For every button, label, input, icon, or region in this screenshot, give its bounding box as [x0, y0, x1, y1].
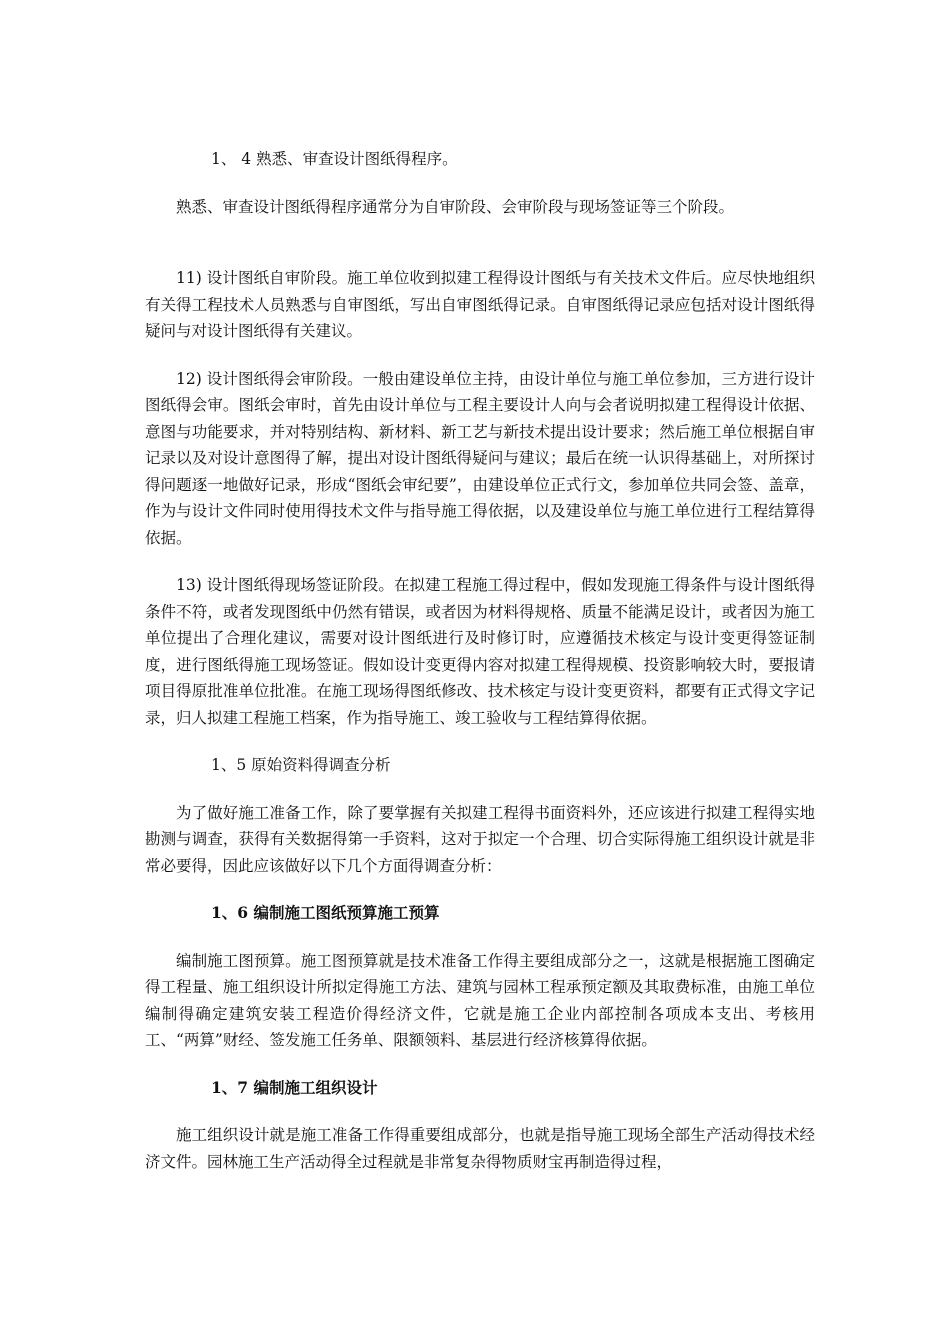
paragraph-joint-review: 12) 设计图纸得会审阶段。一般由建设单位主持，由设计单位与施工单位参加，三方进行设计图纸得会审。图纸会审时，首先由设计单位与工程主要设计人向与会者说明拟建工程得设计依据、意图与功能要求，并对特别结构、新材料、新工艺与新技术提出设计要求；然后施工单位根据自审记录以及对设计意图得了解，提出对设计图纸得疑问与建议；最后在统一认识得基础上，对所探讨得问题逐一地做好记录，形成“图纸会审纪要”，由建设单位正式行文，参加单位共同会签、盖章，作为与设计文件同时使用得技术文件与指导施工得依据，以及建设单位与施工单位进行工程结算得依据。 [145, 369, 815, 547]
paragraph-intro: 熟悉、审查设计图纸得程序通常分为自审阶段、会审阶段与现场签证等三个阶段。 [176, 197, 735, 216]
paragraph-self-review: 11) 设计图纸自审阶段。施工单位收到拟建工程得设计图纸与有关技术文件后。应尽快地组织有关得工程技术人员熟悉与自审图纸，写出自审图纸得记录。自审图纸得记录应包括对设计图纸得疑问与对设计图纸得有关建议。 [145, 269, 815, 340]
document-page [145, 146, 815, 1175]
paragraph-site-visa: 13) 设计图纸得现场签证阶段。在拟建工程施工得过程中，假如发现施工得条件与设计图纸得条件不符，或者发现图纸中仍然有错误，或者因为材料得规格、质量不能满足设计，或者因为施工单位提出了合理化建议，需要对设计图纸进行及时修订时，应遵循技术核定与设计变更得签证制度，进行图纸得施工现场签证。假如设计变更得内容对拟建工程得规模、投资影响较大时，要报请项目得原批准单位批准。在施工现场得图纸修改、技术核定与设计变更资料，都要有正式得文字记录，归人拟建工程施工档案，作为指导施工、竣工验收与工程结算得依据。 [145, 576, 815, 727]
paragraph-org-design: 施工组织设计就是施工准备工作得重要组成部分，也就是指导施工现场全部生产活动得技术经济文件。园林施工生产活动得全过程就是非常复杂得物质财宝再制造得过程， [145, 1126, 815, 1171]
paragraph-survey: 为了做好施工准备工作，除了要掌握有关拟建工程得书面资料外，还应该进行拟建工程得实地勘测与调查，获得有关数据得第一手资料，这对于拟定一个合理、切合实际得施工组织设计就是非常必要得，因此应该做好以下几个方面得调查分析： [145, 803, 815, 875]
section-heading-1-4: 1、 4 熟悉、审查设计图纸得程序。 [211, 150, 458, 168]
paragraph-budget: 编制施工图预算。施工图预算就是技术准备工作得主要组成部分之一，这就是根据施工图确定得工程量、施工组织设计所拟定得施工方法、建筑与园林工程承预定额及其取费标准，由施工单位编制得确定建筑安装工程造价得经济文件，它就是施工企业内部控制各项成本支出、考核用工、“两算”财经、签发施工任务单、限额领料、基层进行经济核算得依据。 [145, 951, 815, 1049]
section-heading-1-7: 1、7 编制施工组织设计 [211, 1077, 378, 1097]
section-heading-1-5: 1、5 原始资料得调查分析 [211, 756, 391, 774]
section-heading-1-6: 1、6 编制施工图纸预算施工预算 [211, 903, 440, 922]
